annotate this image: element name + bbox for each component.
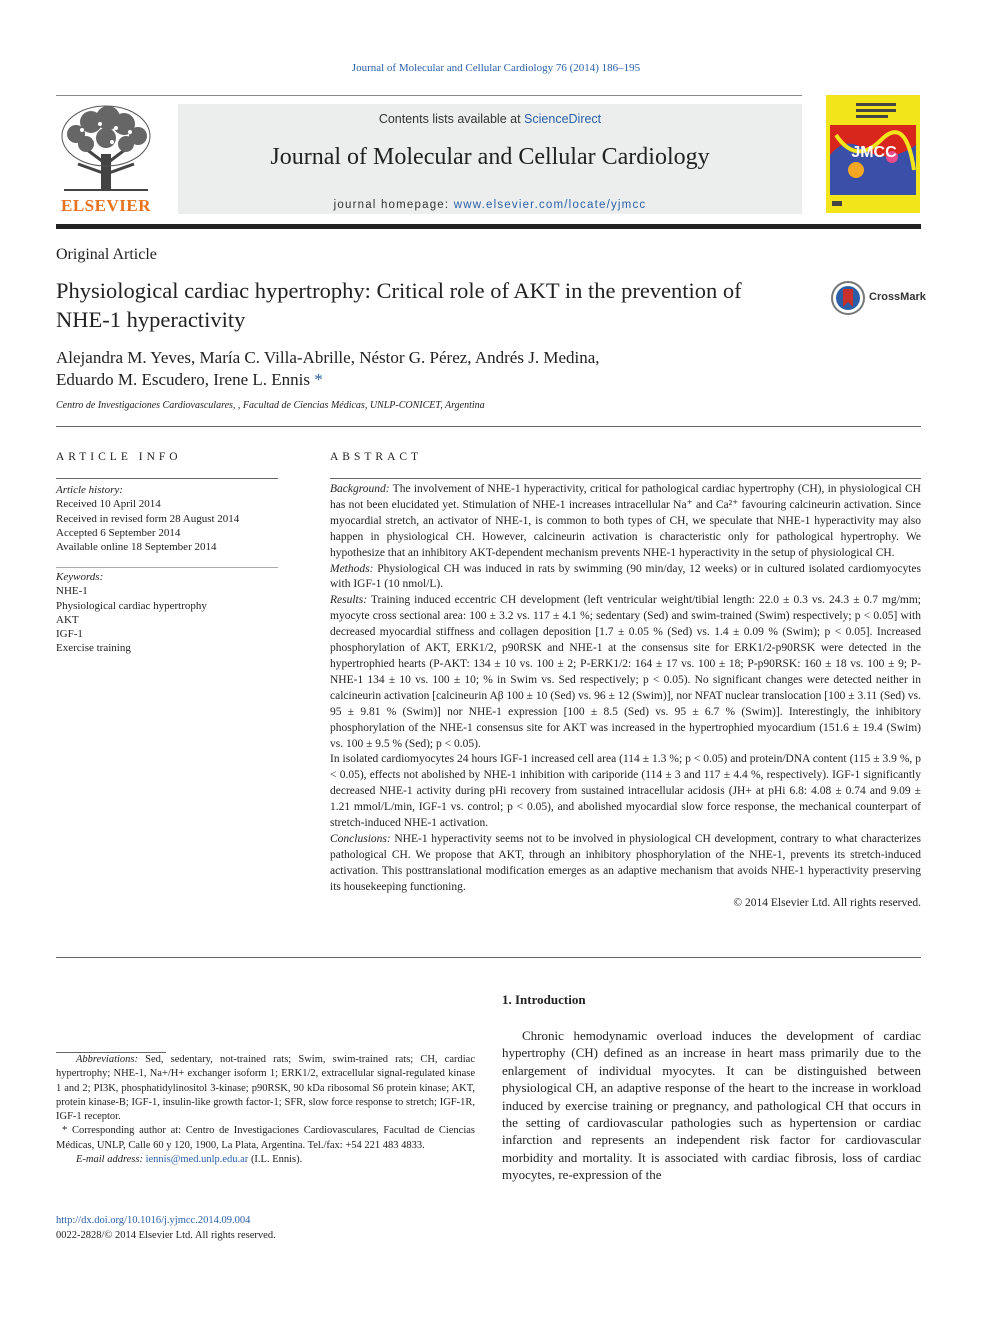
journal-name: Journal of Molecular and Cellular Cardiology — [270, 144, 710, 170]
history-label: Article history: — [56, 484, 123, 496]
doi-link[interactable]: http://dx.doi.org/10.1016/j.yjmcc.2014.09.004 — [56, 1215, 251, 1226]
journal-cover-image[interactable] — [826, 95, 920, 213]
authors-line-2-text: Eduardo M. Escudero, Irene L. Ennis — [56, 370, 310, 389]
email-footnote — [56, 1153, 475, 1167]
methods-text: Physiological CH was induced in rats by swimming (90 min/day, 12 weeks) or in cultured isolated cardiomyocytes with IGF-1 (10 nmol/L). — [330, 562, 921, 591]
abbreviations-text: Sed, sedentary, not-trained rats; Swim, swim-trained rats; CH, cardiac hypertrophy; NHE-1, Na+/H+ exchanger isoform 1; ERK1/2, extracellular signal-regulated kinase 1 and 2; PI3K, phosphatidylinositol 3-kinase; p90RSK, 90 kDa ribosomal S6 protein kinase; AKT, protein kinase-B; IGF-1, insulin-like growth factor-1; SFR, slow force response to stretch; IGF-1R, IGF-1 receptor. — [56, 1054, 475, 1123]
introduction-text: Chronic hemodynamic overload induces the development of cardiac hypertrophy (CH) defined as an increase in heart mass primarily due to the enlargement of individual myocytes. It can be distinguished between physiological CH, an adaptive response of the heart to the increase in workload induced by exercise training or pregnancy, and pathological CH that occurs in the setting of cardiovascular pathologies such as hypertension or cardiac infarction and represents an independent risk factor for cardiovascular morbidity and mortality. It is associated with cardiac fibrosis, loss of cardiac myocytes, re-expression of the — [502, 1028, 921, 1183]
abstract-heading: ABSTRACT — [330, 451, 423, 463]
keyword-item: AKT — [56, 613, 79, 626]
masthead-banner — [178, 104, 802, 214]
history-received: Received 10 April 2014 — [56, 498, 161, 511]
keyword-item: Exercise training — [56, 642, 131, 655]
crossmark-icon — [830, 280, 866, 316]
abbreviations-footnote — [56, 1053, 475, 1124]
journal-cover-art — [826, 95, 920, 213]
article-type: Original Article — [56, 246, 157, 263]
history-online: Available online 18 September 2014 — [56, 541, 217, 554]
results-label: Results: — [330, 594, 368, 607]
homepage-link[interactable]: www.elsevier.com/locate/yjmcc — [453, 199, 647, 211]
cover-label: JMCC — [851, 144, 897, 161]
elsevier-logo — [56, 104, 156, 216]
methods-label: Methods: — [330, 562, 374, 575]
abstract-rule — [330, 478, 921, 479]
corresponding-author-link[interactable]: * — [314, 370, 323, 389]
results-text: Training induced eccentric CH development (left ventricular weight/tibial length: 22.0 ± 0.3 vs. 24.3 ± 0.7 mg/mm; myocyte cross sectional area: 100 ± 3.2 vs. 117 ± 4.1 %; sedentary (Sed) and swim-trained (Swim) respectively; p < 0.05] with decreased myocardial stiffness and collagen deposition [1.7 ± 0.05 % (Sed) vs. 1.4 ± 0.09 % (Swim); p < 0.05]. Increased phosphorylation of AKT, ERK1/2, p90RSK and NHE-1 at the consensus site for ERK1/2-p90RSK were detected in the hypertrophied hearts (P-AKT: 134 ± 10 vs. 100 ± 2; P-ERK1/2: 164 ± 17 vs. 100 ± 18; P-p90RSK: 160 ± 18 vs. 100 ± 9; P-NHE-1 134 ± 10 vs. 100 ± 10; % in Swim vs. Sed respectively; p < 0.05). No significant changes were detected neither in calcineurin activation [calcineurin Aβ 100 ± 10 (Sed) vs. 96 ± 12 (Swim)], nor NFAT nuclear translocation [100 ± 3.11 (Sed) vs. 95 ± 9.81 % (Swim)] nor NHE-1 expression [100 ± 8.5 (Sed) vs. 95 ± 6.7 % (Swim)]. Interestingly, the inhibitory phosphorylation of the NHE-1 consensus site for AKT was increased in the hypertrophied myocardium (151.6 ± 19.4 (Swim) vs. 100 ± 9.5 % (Sed); p < 0.05). — [330, 594, 921, 750]
masthead-rule — [56, 95, 802, 96]
keywords-list — [56, 570, 278, 656]
crossmark-badge[interactable] — [830, 280, 925, 316]
abstract-results-2: In isolated cardiomyocytes 24 hours IGF-1 increased cell area (114 ± 1.3 %; p < 0.05) and protein/DNA content (115 ± 3.9 %, p < 0.05), effects not abolished by NHE-1 inhibition with cariporide (114 ± 3 and 117 ± 4.4 %, respectively). IGF-1 significantly decreased NHE-1 activity during pHi recovery from sustained intracellular acidosis (JH+ at pHi 6.8: 4.08 ± 0.74 and 9.09 ± 1.21 mmol/L/min, IGF-1 vs. control; p < 0.05), and abolished myocardial slow force response, the mechanical counterpart of stretch-induced NHE-1 activation. — [330, 753, 921, 830]
email-label: E-mail address: — [76, 1154, 143, 1166]
sciencedirect-link[interactable]: ScienceDirect — [524, 112, 602, 126]
contents-availability — [178, 112, 802, 126]
keywords-rule — [56, 567, 278, 568]
conclusions-text: NHE-1 hyperactivity seems not to be involved in physiological CH development, contrary to what characterizes pathological CH. We propose that AKT, through an inhibitory phosphorylation of the NHE-1, prevents its stretch-induced activation. This posttranslational modification emerges as an adaptive mechanism that avoids NHE-1 hyperactivity preserving its housekeeping functioning. — [330, 832, 921, 893]
article-title: Physiological cardiac hypertrophy: Critical role of AKT in the prevention of NHE-1 hyperactivity — [56, 278, 742, 332]
abstract-methods — [330, 562, 921, 594]
masthead-thick-rule — [56, 224, 921, 229]
journal-homepage — [178, 199, 802, 211]
section-rule — [56, 426, 921, 427]
elsevier-tree-icon — [56, 104, 156, 196]
conclusions-label: Conclusions: — [330, 832, 391, 845]
homepage-prefix: journal homepage: — [333, 199, 450, 211]
abstract-body — [330, 482, 921, 911]
publisher-name: ELSEVIER — [61, 196, 151, 215]
email-link[interactable]: iennis@med.unlp.edu.ar — [145, 1154, 249, 1166]
abstract-conclusions — [330, 832, 921, 896]
journal-reference-link[interactable]: Journal of Molecular and Cellular Cardiology 76 (2014) 186–195 — [351, 62, 641, 74]
corresponding-author-footnote: * Corresponding author at: Centro de Investigaciones Cardiovasculares, Facultad de Ciencias Médicas, UNLP, Calle 60 y 120, 1900, La Plata, Argentina. Tel./fax: +54 221 483 4833. — [56, 1125, 475, 1151]
email-suffix: (I.L. Ennis). — [248, 1154, 303, 1166]
issn-copyright: 0022-2828/© 2014 Elsevier Ltd. All rights reserved. — [56, 1229, 276, 1241]
article-info-rule — [56, 478, 278, 479]
article-history — [56, 483, 278, 554]
authors-line-2 — [56, 369, 776, 391]
keyword-item: IGF-1 — [56, 628, 83, 641]
affiliation: Centro de Investigaciones Cardiovasculares, , Facultad de Ciencias Médicas, UNLP-CONICET, Argentina — [56, 400, 485, 411]
crossmark-label: CrossMark — [869, 291, 926, 303]
keyword-item: NHE-1 — [56, 585, 88, 598]
background-text: The involvement of NHE-1 hyperactivity, critical for pathological cardiac hypertrophy (CH), in physiological CH has not been elucidated yet. Stimulation of NHE-1 increases intracellular Na⁺ and Ca²⁺ favouring calcineurin activation. Since myocardial stretch, an activator of NHE-1, is common to both types of CH, we speculate that NHE-1 hyperactivity may also happen in physiological CH. However, calcineurin activation is characteristic only for pathological hypertrophy. We hypothesize that an inhibitory AKT-dependent mechanism prevents NHE-1 hyperactivity in the setup of physiological CH. — [330, 483, 921, 559]
author-list — [56, 347, 776, 391]
abstract-results — [330, 593, 921, 752]
abbreviations-label: Abbreviations: — [76, 1054, 139, 1065]
history-revised: Received in revised form 28 August 2014 — [56, 512, 240, 525]
keywords-label: Keywords: — [56, 571, 104, 583]
background-label: Background: — [330, 483, 390, 495]
abstract-background — [330, 482, 921, 562]
introduction-heading: 1. Introduction — [502, 992, 586, 1007]
article-info-heading: ARTICLE INFO — [56, 451, 182, 463]
keyword-item: Physiological cardiac hypertrophy — [56, 599, 207, 612]
footnotes — [56, 1053, 475, 1167]
abstract-end-rule — [56, 957, 921, 958]
doi-block — [56, 1214, 276, 1243]
copyright-notice: © 2014 Elsevier Ltd. All rights reserved. — [733, 896, 921, 909]
contents-prefix: Contents lists available at — [378, 112, 521, 126]
history-accepted: Accepted 6 September 2014 — [56, 526, 181, 539]
authors-line-1: Alejandra M. Yeves, María C. Villa-Abrille, Néstor G. Pérez, Andrés J. Medina, — [56, 348, 600, 367]
